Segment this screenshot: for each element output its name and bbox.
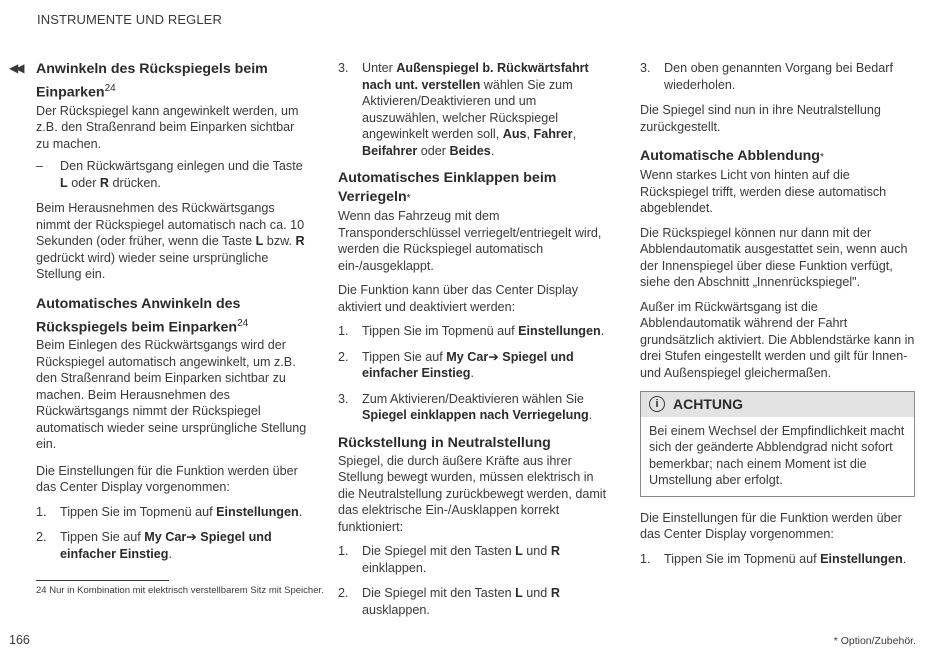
list-item: 1. Tippen Sie im Topmenü auf Einstellungen. [640,551,907,566]
section-auto-anwinkeln [36,295,309,563]
bullet-list [36,158,309,191]
footnote-ref[interactable]: 24 [104,83,116,94]
footnote-divider [36,580,169,581]
paragraph: Der Rückspiegel kann angewinkelt werden, um z.B. den Straßenrand beim Einparken sichtbar zu machen. [36,103,299,151]
list-item: 3. Den oben genannten Vorgang bei Bedarf wiederholen. [640,61,893,92]
column-1 [36,60,309,571]
warning-text: Bei einem Wechsel der Empfindlichkeit macht sich der geänderte Abblendgrad nicht sofort bemerkbar; nach einem Moment ist die Umstellung aber erfolgt. [649,423,905,487]
section-neutralstellung [338,434,612,619]
warning-box [640,391,915,497]
list-item: 3. Zum Aktivieren/Deaktivieren wählen Sie Spiegel einklappen nach Verriegelung. [338,391,593,422]
arrow-right-icon: ➔ [488,349,499,364]
list-item: 1. Tippen Sie im Topmenü auf Einstellungen. [36,504,303,519]
arrow-right-icon: ➔ [186,530,197,545]
section-title: Rückstellung in Neutralstellung [338,434,551,451]
paragraph: Die Einstellungen für die Funktion werden über das Center Display vorgenommen: [640,510,902,541]
section-title: Automatisches Anwinkeln des Rückspiegels beim Einparken$^{24}$ [36,295,249,336]
list-item: 3. Unter Außenspiegel b. Rückwärtsfahrt nach unt. verstellen wählen Sie zum Aktivieren/Deaktivieren und um auszuwählen, welcher Rückspiegel angewinkelt werden soll, Aus, Fahrer, Beifahrer oder Beides. [338,61,589,158]
section-title: Anwinkeln des Rückspiegels beim Einparken$^{24}$ [36,61,268,101]
list-item: 2. Die Spiegel mit den Tasten L und R ausklappen. [338,586,560,617]
steps-list [338,323,612,424]
steps-list [36,504,309,563]
page-number: 166 [9,633,30,647]
paragraph: Die Spiegel sind nun in ihre Neutralstellung zurückgestellt. [640,103,881,134]
steps-list [338,543,612,618]
paragraph: Die Funktion kann über das Center Display aktiviert und deaktiviert werden: [338,283,579,314]
paragraph: Die Einstellungen für die Funktion werden über das Center Display vorgenommen: [36,463,298,495]
section-anwinkeln [36,60,309,283]
paragraph: Spiegel, die durch äußere Kräfte aus ihrer Stellung bewegt wurden, müssen elektrisch in die Neutralstellung zurückbewegt werden, damit das elektrische Ein-/Ausklappen korrekt funktioniert: [338,453,607,534]
info-icon: i [649,396,665,412]
paragraph: Wenn starkes Licht von hinten auf die Rückspiegel trifft, werden diese automatisch abgeblendet. [640,168,887,215]
list-item: 1. Tippen Sie im Topmenü auf Einstellungen. [338,324,605,338]
paragraph: Beim Einlegen des Rückwärtsgangs wird der Rückspiegel automatisch angewinkelt, um z.B. den Straßenrand beim Einparken sichtbar zu machen. Beim Herausnehmen des Rückwärtsgangs nimmt der Rückspiegel automatisch wieder seine ursprüngliche Stellung ein. [36,338,307,452]
section-title: Automatisches Einklappen beim Verriegeln* [338,170,557,205]
steps-list [640,551,915,568]
section-abblendung [640,147,915,381]
footnote-ref[interactable]: 24 [237,317,249,329]
warning-header [641,392,914,417]
paragraph: Außer im Rückwärtsgang ist die Abblendautomatik während der Fahrt grundsätzlich aktiviert. Die Abblendstärke kann in drei Stufen eingestellt werden und gilt für Innen- und Außenspiegel gleichermaßen. [640,299,915,380]
list-item: 2. Tippen Sie auf My Car➔ Spiegel und einfacher Einstieg. [338,349,574,380]
previous-page-icon[interactable]: ◀◀ [9,61,22,75]
paragraph: Wenn das Fahrzeug mit dem Transponderschlüssel verriegelt/entriegelt wird, werden die Rückspiegel automatisch ein-/ausgeklappt. [338,209,602,273]
steps-list [338,60,612,159]
section-title: Automatische Abblendung* [640,148,824,164]
paragraph: Beim Herausnehmen des Rückwärtsgangs nimmt der Rückspiegel automatisch nach ca. 10 Sekunden (oder früher, wenn die Taste L bzw. R gedrückt wird) wieder seine ursprüngliche Stellung ein. [36,201,305,282]
paragraph: Die Rückspiegel können nur dann mit der Abblendautomatik ausgestattet sein, wenn auch der Innenspiegel über diese Funktion verfügt, siehe den Abschnitt „Innenrückspiegel". [640,225,908,289]
footnote: 24 Nur in Kombination mit elektrisch verstellbarem Sitz mit Speicher. [36,585,324,596]
option-note: * Option/Zubehör. [833,635,916,647]
list-item: 2. Tippen Sie auf My Car➔ Spiegel und einfacher Einstieg. [36,530,272,561]
column-3 [640,60,915,576]
steps-list [640,60,915,93]
page-header: INSTRUMENTE UND REGLER [37,12,222,27]
warning-title: ACHTUNG [673,396,743,412]
list-item: 1. Die Spiegel mit den Tasten L und R einklappen. [338,544,560,575]
list-item: – Den Rückwärtsgang einlegen und die Taste L oder R drücken. [36,159,303,190]
section-einklappen [338,169,612,424]
column-2 [338,60,612,627]
